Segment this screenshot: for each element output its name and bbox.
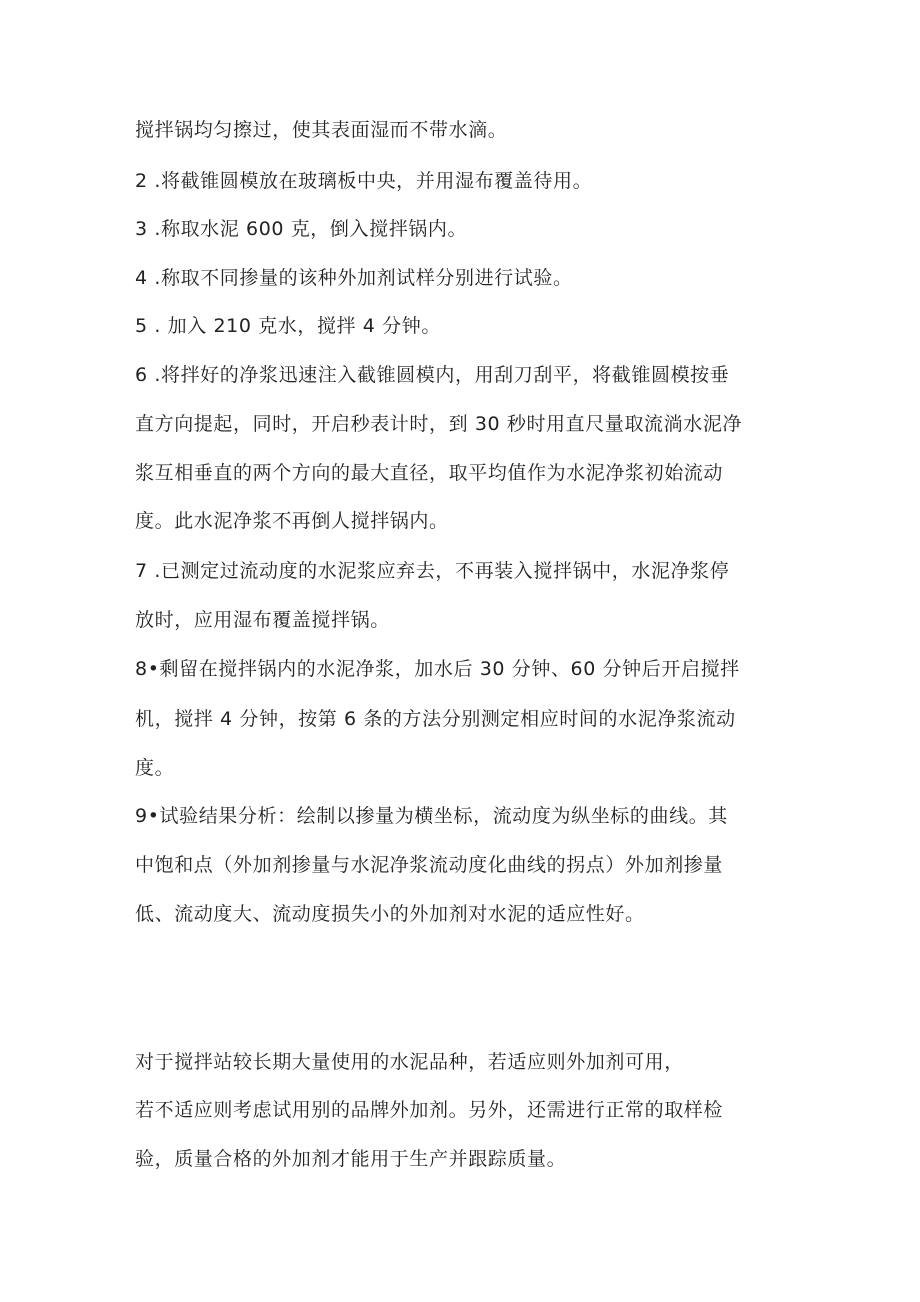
text-line-6: 6 .将拌好的净浆迅速注入截锥圆模内，用刮刀刮平，将截锥圆模按垂 (135, 364, 730, 386)
text-line-3: 3 .称取水泥 600 克，倒入搅拌锅内。 (135, 218, 468, 240)
text-line-19: 若不适应则考虑试用别的品牌外加剂。另外，还需进行正常的取样检 (135, 1099, 724, 1121)
text-line-18: 对于搅拌站较长期大量使用的水泥品种，若适应则外加剂可用， (135, 1051, 684, 1073)
text-line-4: 4 .称取不同掺量的该种外加剂试样分别进行试验。 (135, 267, 573, 289)
text-line-20: 验，质量合格的外加剂才能用于生产并跟踪质量。 (135, 1148, 567, 1170)
text-line-15: 9•试验结果分析：绘制以掺量为横坐标，流动度为纵坐标的曲线。其 (135, 805, 728, 827)
text-line-8: 浆互相垂直的两个方向的最大直径，取平均值作为水泥净浆初始流动 (135, 462, 724, 484)
text-line-7: 直方向提起，同时，开启秒表计时，到 30 秒时用直尺量取流淌水泥净 (135, 413, 743, 435)
text-line-13: 机，搅拌 4 分钟，按第 6 条的方法分别测定相应时间的水泥净浆流动 (135, 708, 736, 730)
text-line-1: 搅拌锅均匀擦过，使其表面湿而不带水滴。 (135, 119, 508, 141)
text-line-12: 8•剩留在搅拌锅内的水泥净浆，加水后 30 分钟、60 分钟后开启搅拌 (135, 658, 740, 680)
text-line-16: 中饱和点（外加剂掺量与水泥净浆流动度化曲线的拐点）外加剂掺量 (135, 854, 724, 876)
text-line-5: 5 . 加入 210 克水，搅拌 4 分钟。 (135, 315, 441, 337)
text-line-10: 7 .已测定过流动度的水泥浆应弃去，不再装入搅拌锅中，水泥净浆停 (135, 560, 730, 582)
text-line-14: 度。 (135, 757, 175, 779)
text-line-17: 低、流动度大、流动度损失小的外加剂对水泥的适应性好。 (135, 903, 645, 925)
text-line-11: 放时，应用湿布覆盖搅拌锅。 (135, 609, 390, 631)
text-line-9: 度。此水泥净浆不再倒人搅拌锅内。 (135, 510, 449, 532)
text-line-2: 2 .将截锥圆模放在玻璃板中央，并用湿布覆盖待用。 (135, 170, 593, 192)
